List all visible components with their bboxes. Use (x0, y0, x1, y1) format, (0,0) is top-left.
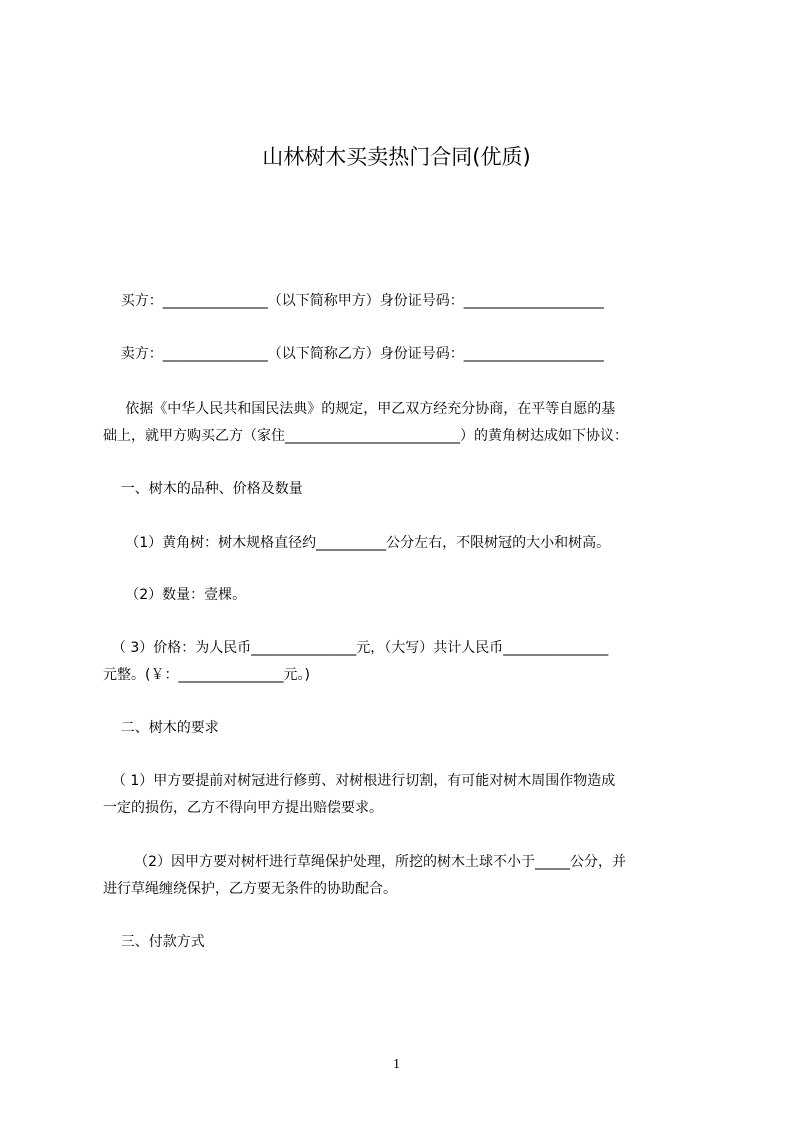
preamble-line-2: 础上，就甲方购买乙方（家住_________________________）的黄角树达成如下协议： (103, 428, 628, 444)
clause-2-1-line-1: （ 1）甲方要提前对树冠进行修剪、对树根进行切割，有可能对树木周围作物造成 (103, 773, 616, 789)
page-number: 1 (393, 1057, 400, 1072)
section-2-heading: 二、树木的要求 (103, 720, 219, 736)
preamble-line-1: 依据《中华人民共和国民法典》的规定，甲乙双方经充分协商，在平等自愿的基 (103, 401, 616, 417)
clause-2-1-line-2: 一定的损伤，乙方不得向甲方提出赔偿要求。 (103, 800, 383, 816)
buyer-line: 买方：_______________（以下简称甲方）身份证号码：____________________ (103, 293, 604, 309)
clause-1-2: （2）数量：壹棵。 (103, 587, 247, 603)
clause-2-2-line-1: （2）因甲方要对树杆进行草绳保护处理，所挖的树木土球不小于_____公分，并 (103, 854, 627, 870)
clause-1-1: （1）黄角树：树木规格直径约__________公分左右，不限树冠的大小和树高。 (103, 535, 611, 551)
clause-1-3-line-1: （ 3）价格：为人民币_______________元，（大写）共计人民币_______________ (103, 640, 609, 656)
section-3-heading: 三、付款方式 (103, 934, 205, 950)
section-1-heading: 一、树木的品种、价格及数量 (103, 481, 303, 497)
document-title: 山林树木买卖热门合同(优质) (262, 145, 531, 169)
clause-1-3-line-2: 元整。(￥：_______________元。) (103, 667, 310, 683)
clause-2-2-line-2: 进行草绳缠绕保护，乙方要无条件的协助配合。 (103, 881, 397, 897)
seller-line: 卖方：_______________（以下简称乙方）身份证号码：____________________ (103, 346, 604, 362)
